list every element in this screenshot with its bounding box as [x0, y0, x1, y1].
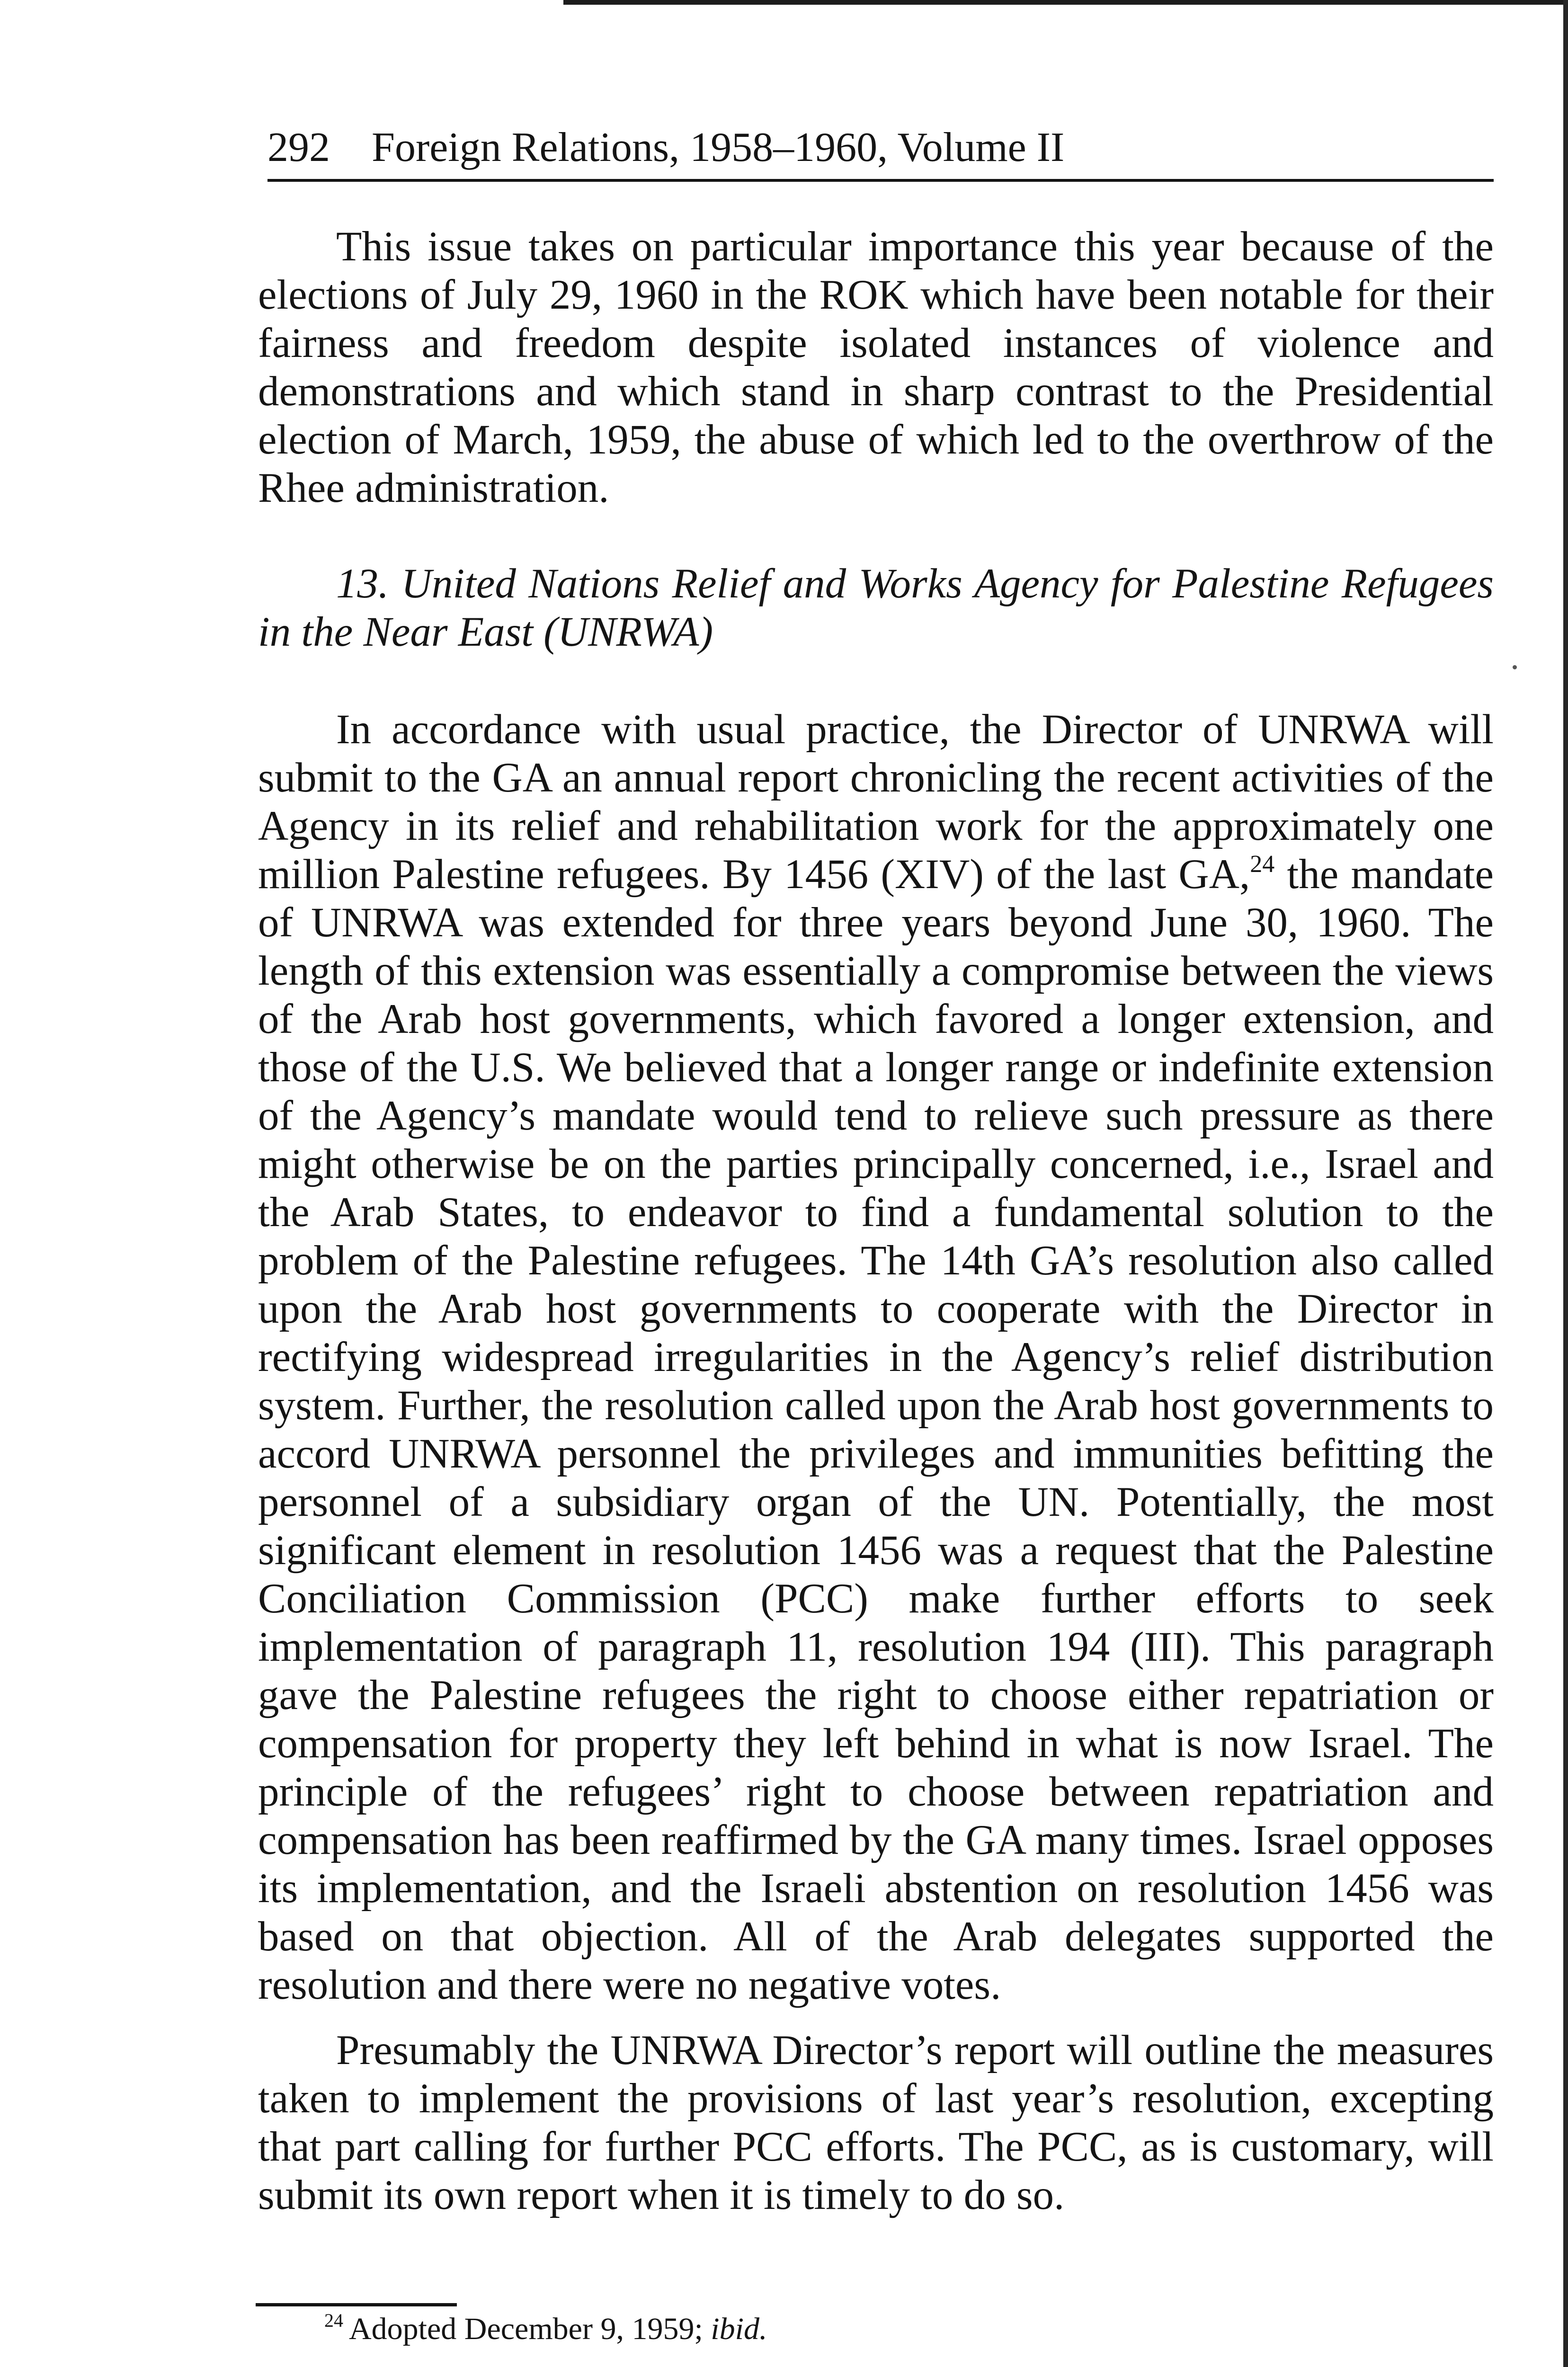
section-heading-unrwa: 13. United Nations Relief and Works Agency for Palestine Refugees in the Near East (UNRWA)	[258, 561, 1494, 655]
body-text	[258, 222, 1494, 2219]
running-head	[267, 113, 1494, 182]
paragraph-director-report: Presumably the UNRWA Director’s report will outline the measures taken to implement the provisions of last year’s resolution, excepting that part calling for further PCC efforts. The PCC, as is customary, will submit its own report when it is timely to do so.	[258, 2027, 1494, 2218]
paragraph-unrwa-lead: In accordance with usual practice, the Director of UNRWA will submit to the GA an annual report chronicling the recent activities of the Agency in its relief and rehabilitation work for the approximately one million Palestine refugees. By 1456 (XIV) of the last GA,	[258, 706, 1494, 898]
footnote-ibid: ibid.	[711, 2312, 767, 2346]
footnote-number: 24	[324, 2310, 343, 2331]
paragraph-rok-elections: This issue takes on particular importance this year because of the elections of July 29, 1960 in the ROK which have been notable for their fairness and freedom despite isolated instances of violence and demonstrations and which stand in sharp contrast to the Presidential election of March, 1959, the abuse of which led to the overthrow of the Rhee administration.	[258, 223, 1494, 511]
footnote-reference[interactable]: 24	[1250, 851, 1275, 878]
footnote-rule	[256, 2303, 457, 2306]
paragraph-unrwa-rest: the mandate of UNRWA was extended for three years beyond June 30, 1960. The length of this extension was essentially a compromise between the views of the Arab host governments, which favored a longer extension, and those of the U.S. We believed that a longer range or indefinite extension of the Agency’s mandate would tend to relieve such pressure as there might otherwise be on the parties principally concerned, i.e., Israel and the Arab States, to endeavor to find a fundamental solution to the problem of the Palestine refugees. The 14th GA’s resolution also called upon the Arab host governments to cooperate with the Director in rectifying widespread irregularities in the Agency’s relief distribution system. Further, the resolution called upon the Arab host governments to accord UNRWA personnel the privileges and immunities befitting the personnel of a subsidiary organ of the UN. Potentially, the most significant element in resolution 1456 was a request that the Palestine Conciliation Commission (PCC) make further efforts to seek implementation of paragraph 11, resolution 194 (III). This paragraph gave the Palestine refugees the right to choose either repatriation or compensation for property they left behind in what is now Israel. The principle of the refugees’ right to choose between repatriation and compensation has been reaffirmed by the GA many times. Israel opposes its implementation, and the Israeli abstention on resolution 1456 was based on that objection. All of the Arab delegates supported the resolution and there were no negative votes.	[258, 851, 1494, 2008]
series-title: Foreign Relations, 1958–1960, Volume II	[372, 125, 1065, 170]
footnote-text: Adopted December 9, 1959;	[349, 2312, 711, 2346]
scan-right-edge	[1563, 0, 1568, 2367]
scan-speck	[1513, 665, 1517, 669]
footnote	[324, 2310, 767, 2348]
paragraph-unrwa-report	[258, 705, 1494, 2009]
page-number: 292	[267, 125, 330, 170]
scan-top-edge	[563, 0, 1568, 5]
